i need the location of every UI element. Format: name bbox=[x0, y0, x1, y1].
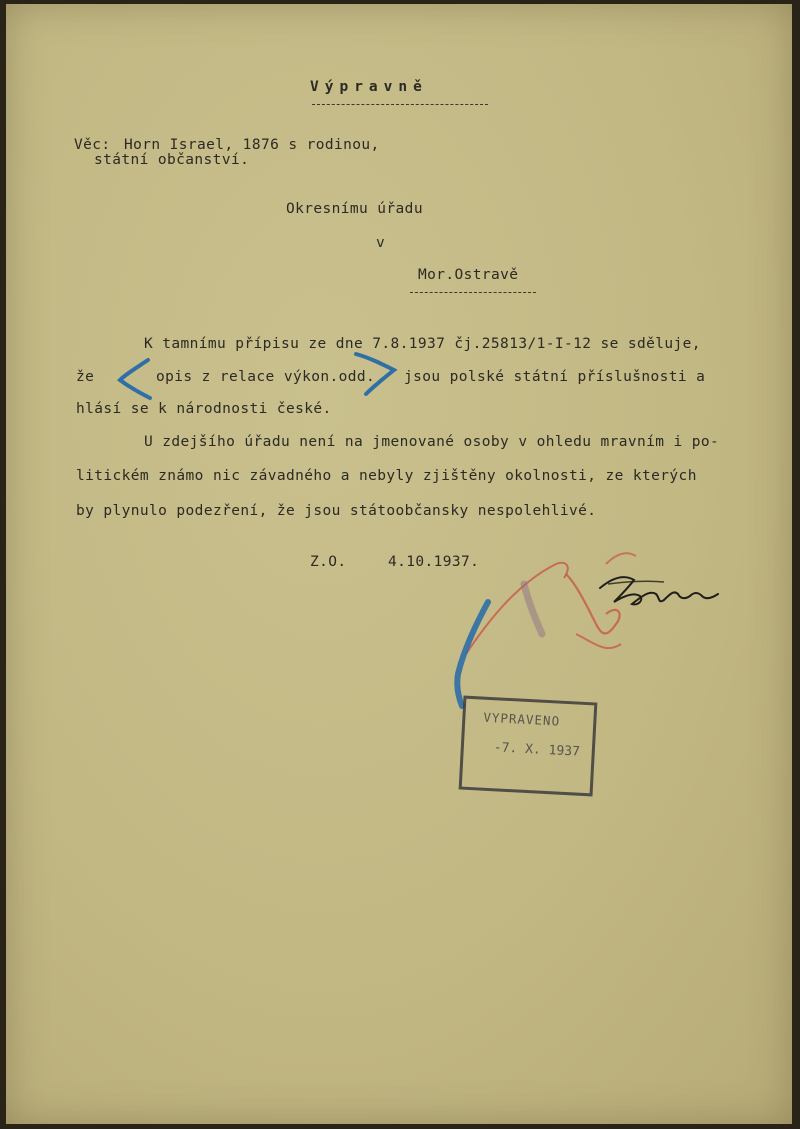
blue-bracket-right-mark bbox=[350, 350, 400, 398]
paragraph-1-line-2a: že bbox=[76, 369, 95, 385]
paragraph-1-line-3: hlásí se k národnosti české. bbox=[76, 401, 332, 417]
heading-underline bbox=[312, 104, 488, 105]
date: 4.10.1937. bbox=[388, 554, 480, 570]
addressee-underline bbox=[410, 292, 536, 293]
document-heading: Výpravně bbox=[310, 79, 428, 95]
handwritten-signature bbox=[594, 566, 734, 614]
place: Z.O. bbox=[310, 554, 347, 570]
addressee-line-1: Okresnímu úřadu bbox=[286, 201, 423, 217]
dispatch-stamp bbox=[459, 696, 598, 797]
subject-line-1: Horn Israel, 1876 s rodinou, bbox=[124, 137, 380, 153]
paragraph-2-line-3: by plynulo podezření, že jsou státoobčansky nespolehlivé. bbox=[76, 503, 597, 519]
paragraph-2-line-1: U zdejšího úřadu není na jmenované osoby v ohledu mravním i po- bbox=[144, 434, 720, 450]
paragraph-1-line-2c: jsou polské státní příslušnosti a bbox=[404, 369, 706, 385]
subject-line-2: státní občanství. bbox=[94, 152, 250, 168]
stamp-date: -7. X. 1937 bbox=[493, 740, 581, 760]
stamp-label: VYPRAVENO bbox=[483, 709, 561, 729]
addressee-line-2: v bbox=[376, 235, 386, 251]
document-sheet bbox=[6, 4, 792, 1124]
paragraph-1-line-2b: opis z relace výkon.odd. bbox=[156, 369, 376, 385]
paragraph-2-line-2: litickém známo nic závadného a nebyly zjištěny okolnosti, ze kterých bbox=[76, 468, 697, 484]
subject-label: Věc: bbox=[74, 137, 111, 153]
blue-bracket-left-mark bbox=[114, 356, 154, 402]
paragraph-1-line-1: K tamnímu přípisu ze dne 7.8.1937 čj.25813/1-I-12 se sděluje, bbox=[144, 336, 701, 352]
addressee-line-3: Mor.Ostravě bbox=[418, 267, 519, 283]
